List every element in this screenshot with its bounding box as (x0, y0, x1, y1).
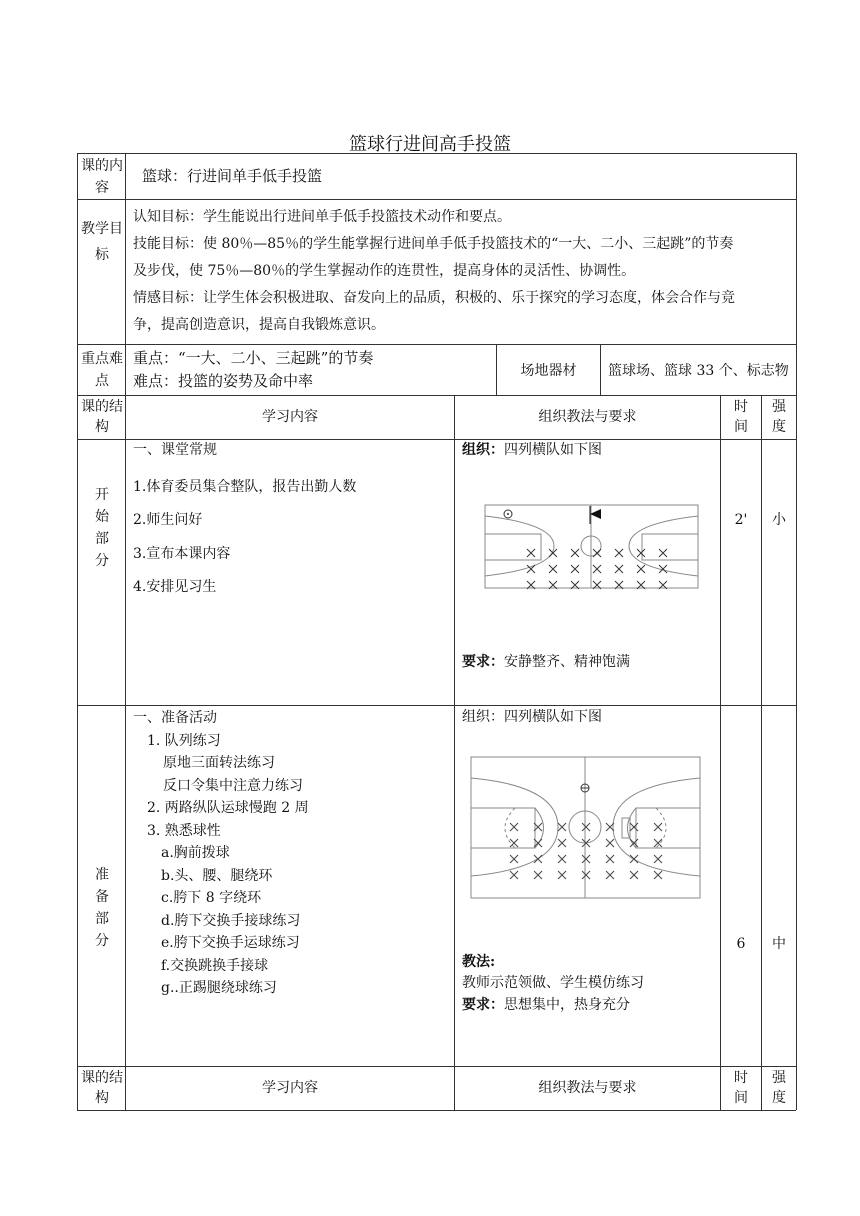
start-requirement: 要求：安静整齐、精神饱满 (462, 654, 630, 670)
student-marker (582, 855, 590, 863)
student-marker (571, 549, 579, 557)
prep-org: 组织：四列横队如下图 (462, 709, 602, 725)
flag-icon (590, 509, 601, 519)
goal-line: 情感目标：让学生体会积极进取、奋发向上的品质，积极的、乐于探究的学习态度，体会合作与竞 (133, 290, 735, 306)
goals-row-label: 教学目标 (81, 221, 123, 263)
student-marker (534, 871, 542, 879)
student-marker (606, 871, 614, 879)
header-time: 时间 (734, 1070, 748, 1106)
prep-method: 教师示范领做、学生模仿练习 (462, 975, 644, 991)
header-intensity: 强度 (772, 399, 786, 435)
student-marker (558, 871, 566, 879)
start-item: 一、课堂常规 (133, 442, 217, 458)
student-marker (510, 871, 518, 879)
student-marker (558, 839, 566, 847)
student-marker (615, 565, 623, 573)
prep-item: 一、准备活动 (133, 710, 217, 726)
student-marker (630, 855, 638, 863)
keypoints-row-label: 重点难点 (81, 351, 123, 389)
teaching-goals (133, 204, 793, 339)
goal-line: 技能目标：使 80％—85％的学生能掌握行进间单手低手投篮技术的“一大、二小、三起跳”的节奏 (133, 236, 734, 252)
header-content: 学习内容 (262, 409, 318, 425)
student-marker (527, 565, 535, 573)
student-marker (654, 871, 662, 879)
header-intensity: 强度 (772, 1070, 786, 1106)
prep-item: e.胯下交换手运球练习 (161, 935, 300, 951)
prep-item: a.胸前拨球 (161, 845, 230, 861)
student-marker (582, 823, 590, 831)
key-point: 重点：“一大、二小、三起跳”的节奏 (133, 349, 374, 367)
student-marker (606, 855, 614, 863)
venue-equipment: 篮球场、篮球 33 个、标志物 (608, 363, 789, 379)
header-structure: 课的结构 (81, 1070, 123, 1106)
header-time: 时间 (734, 399, 748, 435)
student-marker (510, 855, 518, 863)
prep-item: b.头、腰、腿绕环 (161, 867, 273, 884)
prep-method-label: 教法: (462, 954, 496, 970)
student-marker (510, 823, 518, 831)
student-marker (630, 823, 638, 831)
header-content: 学习内容 (262, 1080, 318, 1096)
content-row-label: 课的内容 (81, 158, 123, 196)
prep-item: 2. 两路纵队运球慢跑 2 周 (147, 800, 309, 816)
prep-intensity: 中 (772, 936, 786, 952)
student-marker (654, 855, 662, 863)
student-marker (558, 855, 566, 863)
header-structure: 课的结构 (81, 399, 123, 435)
page-title: 篮球行进间高手投篮 (349, 134, 511, 155)
prep-items (133, 707, 309, 1000)
student-marker (606, 839, 614, 847)
prep-requirement: 要求：思想集中，热身充分 (462, 997, 630, 1013)
prep-item: f.交换跳换手接球 (161, 957, 269, 974)
student-marker (527, 549, 535, 557)
prep-time: 6 (736, 936, 746, 952)
difficult-point: 难点：投篮的姿势及命中率 (133, 372, 314, 390)
student-marker (654, 823, 662, 831)
student-marker (659, 549, 667, 557)
start-item: 2.师生问好 (133, 512, 203, 528)
header-org: 组织教法与要求 (538, 409, 637, 425)
start-org: 组织：四列横队如下图 (462, 442, 602, 458)
start-item: 3.宣布本课内容 (133, 546, 231, 562)
header-org: 组织教法与要求 (538, 1080, 637, 1096)
student-marker (593, 565, 601, 573)
student-marker (558, 823, 566, 831)
prep-item: c.胯下 8 字绕环 (161, 890, 262, 906)
start-section-label: 开始部分 (95, 487, 109, 569)
student-marker (534, 855, 542, 863)
start-item: 4.安排见习生 (133, 579, 217, 595)
lesson-content: 篮球：行进间单手低手投篮 (142, 167, 323, 185)
prep-item: 3. 熟悉球性 (147, 822, 221, 839)
start-intensity: 小 (772, 512, 786, 528)
student-marker (582, 871, 590, 879)
student-marker (571, 565, 579, 573)
student-marker (549, 565, 557, 573)
prep-section-label: 准备部分 (95, 867, 109, 949)
prep-item: 1. 队列练习 (147, 732, 221, 749)
start-item: 1.体育委员集合整队，报告出勤人数 (133, 479, 357, 495)
start-time: 2' (734, 512, 748, 528)
student-marker (637, 565, 645, 573)
goal-line: 认知目标：学生能说出行进间单手低手投篮技术动作和要点。 (133, 209, 511, 225)
prep-item: 反口令集中注意力练习 (163, 777, 303, 794)
prep-item: g..正踢腿绕球练习 (161, 980, 277, 996)
basketball-court-icon (484, 504, 700, 590)
student-marker (593, 549, 601, 557)
student-marker (510, 839, 518, 847)
student-marker (630, 871, 638, 879)
prep-item: d.胯下交换手接球练习 (161, 912, 301, 929)
prep-item: 原地三面转法练习 (163, 755, 275, 771)
goal-line: 及步伐，使 75％—80％的学生掌握动作的连贯性，提高身体的灵活性、协调性。 (133, 263, 636, 279)
basketball-court-icon (470, 756, 702, 900)
venue-label: 场地器材 (520, 363, 577, 379)
goal-line: 争，提高创造意识，提高自我锻炼意识。 (133, 317, 385, 333)
student-marker (615, 549, 623, 557)
student-marker (637, 549, 645, 557)
